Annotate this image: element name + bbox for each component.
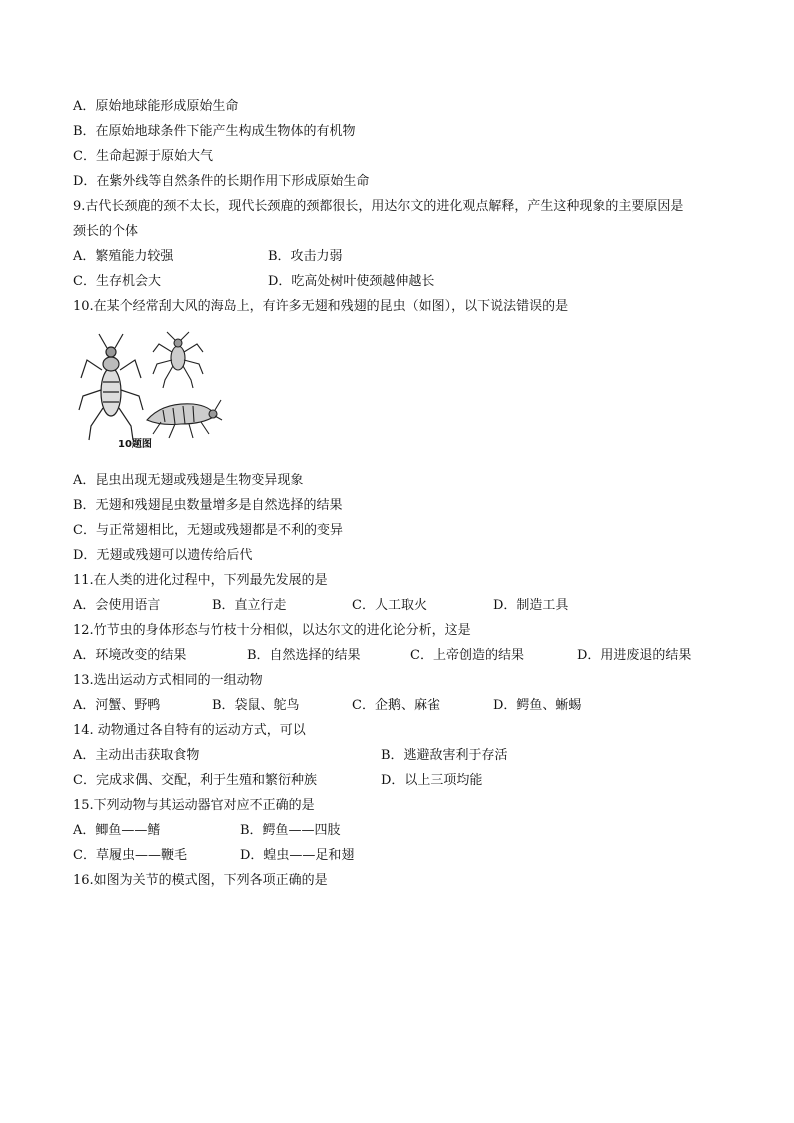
q9-stem-line2: 颈长的个体 [73, 224, 139, 239]
q11-stem: 11.在人类的进化过程中，下列最先发展的是 [73, 573, 328, 588]
q15-option-c: C．草履虫——鞭毛 [73, 848, 187, 863]
insect-top-right [153, 332, 203, 388]
q15-option-b: B．鳄鱼——四肢 [240, 823, 341, 838]
figure-caption: 10题图 [118, 439, 152, 450]
q9-option-d: D．吃高处树叶使颈越伸越长 [268, 274, 435, 289]
q10-option-d: D．无翅或残翅可以遗传给后代 [73, 548, 253, 563]
q9-option-b: B．攻击力弱 [268, 249, 343, 264]
q11-option-b: B．直立行走 [212, 598, 287, 613]
q8-option-c: C．生命起源于原始大气 [73, 149, 213, 164]
q9-stem-line1: 9.古代长颈鹿的颈不太长，现代长颈鹿的颈都很长，用达尔文的进化观点解释，产生这种现象的主要原因是 [73, 199, 684, 214]
q16-stem: 16.如图为关节的模式图，下列各项正确的是 [73, 873, 328, 888]
insect-figure [73, 330, 223, 450]
q15-option-d: D．蝗虫——足和翅 [240, 848, 355, 863]
insect-left [79, 334, 143, 440]
q14-option-c: C．完成求偶、交配，利于生殖和繁衍种族 [73, 773, 317, 788]
q13-stem: 13.选出运动方式相同的一组动物 [73, 673, 263, 688]
q8-option-a: A．原始地球能形成原始生命 [73, 99, 239, 114]
q14-option-b: B．逃避敌害利于存活 [381, 748, 508, 763]
q12-stem: 12.竹节虫的身体形态与竹枝十分相似，以达尔文的进化论分析，这是 [73, 623, 471, 638]
q11-option-c: C．人工取火 [352, 598, 427, 613]
q10-option-c: C．与正常翅相比，无翅或残翅都是不利的变异 [73, 523, 343, 538]
insect-bottom-right [147, 400, 222, 438]
q11-option-d: D．制造工具 [493, 598, 569, 613]
q10-option-a: A．昆虫出现无翅或残翅是生物变异现象 [73, 473, 304, 488]
q12-option-a: A．环境改变的结果 [73, 648, 187, 663]
q15-option-a: A．鲫鱼——鳍 [73, 823, 161, 838]
q14-stem: 14. 动物通过各自特有的运动方式，可以 [73, 723, 306, 738]
q13-option-c: C．企鹅、麻雀 [352, 698, 440, 713]
q14-option-d: D．以上三项均能 [381, 773, 483, 788]
q8-option-d: D．在紫外线等自然条件的长期作用下形成原始生命 [73, 174, 370, 189]
q15-stem: 15.下列动物与其运动器官对应不正确的是 [73, 798, 315, 813]
q8-option-b: B．在原始地球条件下能产生构成生物体的有机物 [73, 124, 356, 139]
q12-option-b: B．自然选择的结果 [247, 648, 361, 663]
q12-option-d: D．用进废退的结果 [577, 648, 692, 663]
q14-option-a: A．主动出击获取食物 [73, 748, 200, 763]
q9-option-a: A．繁殖能力较强 [73, 249, 174, 264]
q10-stem: 10.在某个经常刮大风的海岛上，有许多无翅和残翅的昆虫（如图），以下说法错误的是 [73, 299, 569, 314]
q13-option-a: A．河蟹、野鸭 [73, 698, 161, 713]
q9-option-c: C．生存机会大 [73, 274, 161, 289]
q13-option-b: B．袋鼠、鸵鸟 [212, 698, 300, 713]
q10-option-b: B．无翅和残翅昆虫数量增多是自然选择的结果 [73, 498, 343, 513]
q11-option-a: A．会使用语言 [73, 598, 161, 613]
q13-option-d: D．鳄鱼、蜥蜴 [493, 698, 582, 713]
q12-option-c: C．上帝创造的结果 [410, 648, 524, 663]
